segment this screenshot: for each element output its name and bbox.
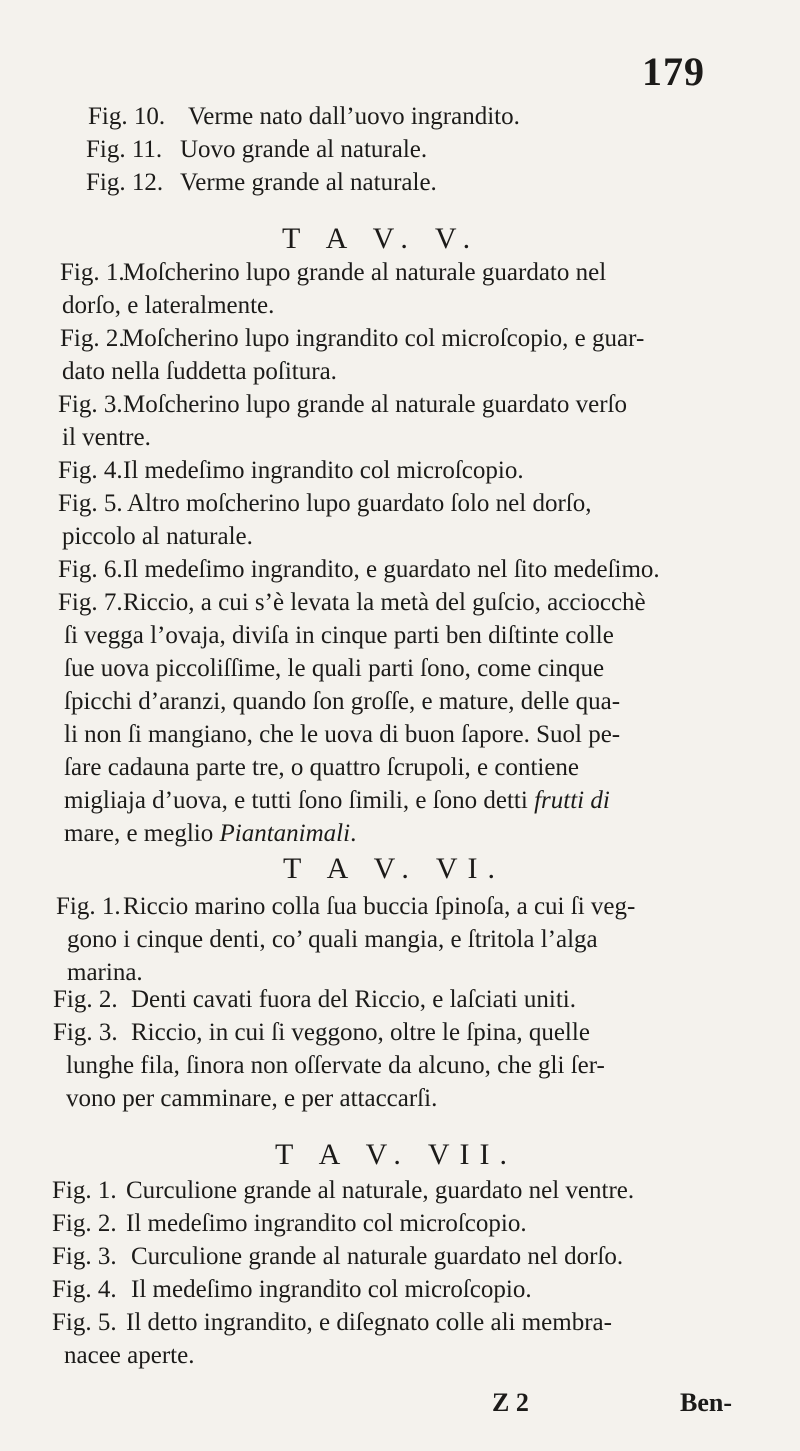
figure-caption-continued: nacee aperte.: [64, 1342, 195, 1369]
page-number: 179: [642, 49, 705, 94]
figure-caption-continued: dato nella ſuddetta poſitura.: [62, 358, 337, 385]
figure-label: Fig. 2.: [53, 986, 118, 1013]
figure-label: Fig. 3.: [53, 1019, 118, 1046]
figure-caption-continued: ſpicchi d’aranzi, quando ſon groſſe, e mature, delle qua-: [64, 688, 621, 715]
plate-heading: T A V. VII.: [275, 1138, 517, 1171]
figure-label: Fig. 5.: [52, 1309, 117, 1336]
figure-entry: [0, 487, 800, 553]
figure-label: Fig. 2.: [52, 1210, 117, 1237]
figure-label: Fig. 12.: [86, 169, 164, 196]
figure-caption-continued: ſare cadauna parte tre, o quattro ſcrupoli, e contiene: [64, 754, 580, 781]
figure-label: Fig. 1.: [60, 259, 125, 286]
figure-entry: [0, 553, 800, 586]
italic-term: mare, e meglio: [64, 820, 214, 847]
figure-caption-text: migliaja d’uova, e tutti ſono ſimili, e ſono detti: [64, 787, 528, 814]
figure-entry: [0, 586, 800, 850]
figure-label: Fig. 11.: [86, 136, 163, 163]
signature-mark: Z 2: [492, 1388, 529, 1417]
figure-entry: [0, 133, 800, 166]
figure-caption-continued: li non ſi mangiano, che le uova di buon ſapore. Suol pe-: [64, 721, 621, 748]
plate-heading: T A V. VI.: [283, 852, 506, 885]
figure-caption: Uovo grande al naturale.: [180, 136, 428, 163]
figure-caption: Denti cavati fuora del Riccio, e laſciati uniti.: [131, 986, 576, 1013]
figure-label: Fig. 4.: [58, 457, 123, 484]
figure-entry: [0, 1240, 800, 1273]
figure-entry: [0, 454, 800, 487]
figure-caption: Altro moſcherino lupo guardato ſolo nel dorſo,: [127, 490, 592, 517]
figure-caption: Moſcherino lupo grande al naturale guardato verſo: [123, 391, 627, 418]
figure-label: Fig. 2.: [60, 325, 125, 352]
figure-caption: Il medeſimo ingrandito col microſcopio.: [126, 1210, 527, 1237]
punctuation: .: [350, 820, 357, 847]
figure-entry: [0, 322, 800, 388]
figure-label: Fig. 5.: [58, 490, 123, 517]
figure-entry: [0, 1174, 800, 1207]
figure-caption-continued: dorſo, e lateralmente.: [62, 292, 275, 319]
figure-caption: Riccio, a cui s’è levata la metà del guſcio, acciocchè: [123, 589, 646, 616]
figure-caption: Il detto ingrandito, e diſegnato colle ali membra-: [126, 1309, 612, 1336]
figure-caption-continued: ſi vegga l’ovaja, diviſa in cinque parti ben diſtinte colle: [64, 622, 614, 649]
figure-label: Fig. 4.: [52, 1276, 117, 1303]
figure-label: Fig. 6.: [58, 556, 123, 583]
figure-caption-continued: gono i cinque denti, co’ quali mangia, e ſtritola l’alga: [67, 926, 598, 953]
figure-entry: [0, 388, 800, 454]
figure-caption-continued: lunghe fila, ſinora non oſſervate da alcuno, che gli ſer-: [66, 1052, 605, 1079]
figure-label: Fig. 3.: [58, 391, 123, 418]
figure-entry: [0, 256, 800, 322]
figure-caption-continued: piccolo al naturale.: [62, 523, 253, 550]
figure-entry: [0, 1306, 800, 1372]
figure-caption: Curculione grande al naturale, guardato nel ventre.: [126, 1177, 635, 1204]
figure-caption-continued: [64, 784, 610, 817]
figure-caption: Il medeſimo ingrandito col microſcopio.: [131, 1276, 532, 1303]
figure-caption-continued: ſue uova piccoliſſime, le quali parti ſono, come cinque: [64, 655, 605, 682]
figure-label: Fig. 7.: [58, 589, 123, 616]
italic-term: Piantanimali: [219, 820, 351, 847]
figure-caption: Il medeſimo ingrandito, e guardato nel ſito medeſimo.: [123, 556, 660, 583]
plate-heading: T A V. V.: [282, 222, 481, 255]
figure-label: Fig. 1.: [52, 1177, 117, 1204]
figure-caption-continued: il ventre.: [62, 424, 151, 451]
figure-entry: [0, 1016, 800, 1115]
figure-caption-continued: vono per camminare, e per attaccarſi.: [66, 1085, 438, 1112]
figure-label: Fig. 1.: [56, 893, 121, 920]
italic-term: frutti di: [534, 787, 610, 814]
figure-caption: Riccio marino colla ſua buccia ſpinoſa, a cui ſi veg-: [123, 893, 636, 920]
figure-caption: Curculione grande al naturale guardato nel dorſo.: [131, 1243, 624, 1270]
figure-caption: Verme grande al naturale.: [180, 169, 437, 196]
figure-caption: Verme nato dall’uovo ingrandito.: [188, 103, 520, 130]
figure-entry: [0, 890, 800, 989]
figure-entry: [0, 983, 800, 1016]
figure-entry: [0, 1207, 800, 1240]
figure-caption-continued: marina.: [67, 959, 143, 986]
figure-entry: [0, 166, 800, 199]
figure-caption: Il medeſimo ingrandito col microſcopio.: [123, 457, 524, 484]
figure-caption: Moſcherino lupo grande al naturale guardato nel: [123, 259, 607, 286]
figure-label: Fig. 10.: [88, 103, 166, 130]
figure-label: Fig. 3.: [52, 1243, 117, 1270]
figure-caption: Moſcherino lupo ingrandito col microſcopio, e guar-: [122, 325, 645, 352]
figure-caption: Riccio, in cui ſi veggono, oltre le ſpina, quelle: [131, 1019, 590, 1046]
figure-caption-continued: [64, 817, 356, 850]
catchword: Ben-: [680, 1388, 732, 1417]
figure-entry: [0, 1273, 800, 1306]
figure-entry: [0, 100, 800, 133]
